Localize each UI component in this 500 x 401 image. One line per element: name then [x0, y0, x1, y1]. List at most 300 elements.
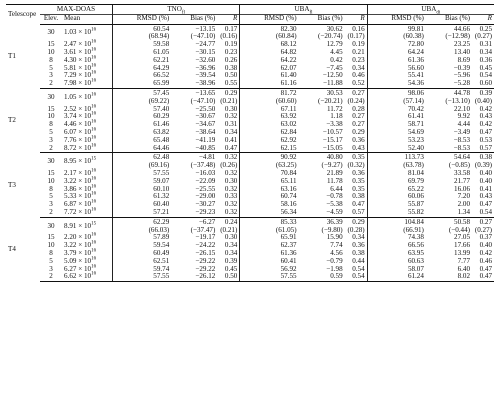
- ubafl-bias-cell: [299, 217, 345, 234]
- value: 30.62: [326, 24, 343, 33]
- mean-exponent: 16: [91, 240, 97, 246]
- value: 0.41: [479, 184, 492, 193]
- value: 64.29: [153, 63, 170, 72]
- value: 70.42: [407, 104, 424, 113]
- value: −29.23: [195, 207, 216, 216]
- table-row: [6, 217, 494, 234]
- mean-exponent: 16: [91, 184, 97, 190]
- mean-times: × 10: [76, 92, 92, 101]
- value: −15.17: [322, 135, 343, 144]
- mean-times: × 10: [76, 71, 92, 80]
- value: 63.16: [280, 184, 297, 193]
- value: 57.89: [153, 233, 170, 242]
- value: 61.36: [407, 55, 424, 64]
- value: 54.64: [454, 153, 470, 162]
- value-alt: (69.22): [148, 96, 170, 105]
- value: −16.03: [195, 168, 216, 177]
- value: 0.55: [224, 79, 238, 88]
- group-sub: di: [436, 10, 441, 16]
- ubadi-rmsd-cell: [367, 153, 426, 170]
- ubadi-r-cell: [472, 24, 494, 41]
- value: 66.56: [407, 241, 424, 250]
- value-alt: (69.16): [148, 161, 170, 170]
- value: 0.31: [479, 40, 492, 49]
- value: 59.54: [153, 241, 170, 250]
- ubadi-bias-cell: [426, 209, 472, 217]
- mean-mantissa: 2.52: [64, 104, 77, 113]
- value: 0.47: [479, 272, 492, 281]
- elevation-cell: 5: [49, 63, 53, 72]
- tno-r-cell: [217, 153, 240, 170]
- value: 0.30: [224, 233, 238, 242]
- value: 60.10: [153, 184, 170, 193]
- value: 0.54: [479, 207, 492, 216]
- ubafl-r-cell: [345, 24, 368, 41]
- tno-rmsd-cell: [113, 273, 172, 281]
- mean-mantissa: 3.61: [64, 47, 77, 56]
- value: 1.18: [330, 112, 343, 121]
- value: 0.30: [224, 176, 238, 185]
- elevation-cell: 2: [40, 80, 62, 88]
- value: 16.06: [454, 184, 470, 193]
- header-group-tno-fl: [113, 5, 240, 15]
- value: 0.34: [479, 47, 492, 56]
- tno-bias-cell: [171, 273, 217, 281]
- ubadi-r-cell: [472, 273, 494, 281]
- mean-times: × 10: [76, 200, 92, 209]
- value: −3.38: [326, 120, 343, 129]
- ubafl-r-cell: [345, 273, 368, 281]
- ubadi-bias-cell: [426, 153, 472, 170]
- value: 0.43: [479, 112, 492, 121]
- value: 85.33: [280, 217, 297, 226]
- value: 0.43: [479, 192, 492, 201]
- value: 61.24: [407, 272, 424, 281]
- mean-exponent: 16: [91, 78, 97, 84]
- value: 55.41: [407, 71, 424, 80]
- table-row: [6, 88, 494, 105]
- ubadi-rmsd-cell: [367, 273, 426, 281]
- telescope-block: [6, 217, 494, 281]
- elevation-cell: 3: [49, 200, 53, 209]
- value: 0.36: [352, 168, 365, 177]
- header-bias: Bias (%): [426, 14, 472, 24]
- value: −5.96: [453, 71, 470, 80]
- mean-cell: [62, 153, 113, 170]
- value-alt: (57.14): [403, 96, 424, 105]
- value: 56.92: [280, 264, 297, 273]
- ubafl-r-cell: [345, 145, 368, 153]
- value: −26.12: [195, 272, 216, 281]
- mean-mantissa: 3.22: [64, 241, 77, 250]
- value: −41.19: [195, 135, 216, 144]
- value: 0.34: [224, 241, 238, 250]
- elevation-cell: 2: [40, 273, 62, 281]
- value-alt: (0.39): [474, 161, 492, 170]
- tno-rmsd-cell: [113, 24, 172, 41]
- group-sub: fl: [181, 10, 185, 16]
- value: 63.82: [153, 127, 170, 136]
- value: 81.04: [407, 168, 424, 177]
- mean-mantissa: 7.76: [64, 135, 77, 144]
- mean-times: × 10: [76, 168, 92, 177]
- value: 67.11: [280, 104, 297, 113]
- ubadi-rmsd-cell: [367, 209, 426, 217]
- ubadi-r-cell: [472, 80, 494, 88]
- mean-cell: [62, 217, 113, 234]
- elevation-cell: 10: [47, 241, 55, 250]
- value: 57.55: [153, 168, 170, 177]
- value: 60.40: [153, 200, 170, 209]
- value: 13.40: [454, 47, 470, 56]
- value: 62.51: [153, 256, 170, 265]
- value: 0.31: [224, 120, 238, 129]
- mean-mantissa: 8.91: [64, 221, 77, 230]
- value: 0.26: [224, 55, 238, 64]
- value: 54.69: [407, 127, 424, 136]
- value: 0.32: [224, 200, 238, 209]
- value: 99.81: [407, 24, 424, 33]
- value: 0.34: [352, 233, 365, 242]
- mean-mantissa: 2.17: [64, 168, 77, 177]
- value: 0.54: [352, 264, 365, 273]
- value-alt: (−37.48): [190, 161, 216, 170]
- value: 7.20: [457, 192, 470, 201]
- value: 7.77: [457, 256, 470, 265]
- value: 0.29: [224, 88, 238, 97]
- mean-times: × 10: [76, 233, 92, 242]
- mean-mantissa: 1.05: [64, 92, 77, 101]
- mean-times: × 10: [76, 256, 92, 265]
- value: 62.37: [280, 241, 297, 250]
- value: 65.48: [153, 135, 170, 144]
- value: 40.80: [326, 153, 343, 162]
- elevation-cell: 3: [49, 71, 53, 80]
- value: 4.56: [330, 248, 343, 257]
- value: 57.55: [153, 272, 170, 281]
- value: 64.46: [153, 143, 170, 152]
- value: 9.92: [457, 112, 470, 121]
- value: 27.05: [454, 233, 470, 242]
- value: 1.34: [457, 207, 470, 216]
- value: −0.78: [326, 192, 343, 201]
- mean-exponent: 16: [91, 39, 97, 45]
- ubadi-bias-cell: [426, 24, 472, 41]
- value-alt: (60.84): [275, 32, 297, 41]
- value: 0.39: [479, 88, 492, 97]
- results-table-container: [6, 4, 494, 282]
- value-alt: (0.21): [220, 225, 238, 234]
- value: 62.84: [280, 127, 297, 136]
- value: 0.33: [224, 192, 238, 201]
- mean-mantissa: 2.20: [64, 233, 77, 242]
- value: −11.88: [322, 79, 343, 88]
- value: 0.32: [224, 168, 238, 177]
- mean-cell: [62, 145, 113, 153]
- value: 64.82: [280, 47, 297, 56]
- value: 70.84: [280, 168, 297, 177]
- value: 36.39: [326, 217, 343, 226]
- value: 0.50: [224, 272, 238, 281]
- mean-exponent: 16: [91, 127, 97, 133]
- value-alt: (−20.74): [317, 32, 343, 41]
- value: 62.48: [153, 153, 170, 162]
- tno-r-cell: [217, 145, 240, 153]
- value: 0.35: [352, 184, 365, 193]
- elevation-cell: 8: [49, 120, 53, 129]
- value-alt: (0.28): [347, 225, 365, 234]
- header-rmsd: RMSD (%): [367, 14, 426, 24]
- mean-times: × 10: [76, 55, 92, 64]
- value: 57.55: [280, 272, 297, 281]
- tno-bias-cell: [171, 217, 217, 234]
- value: 0.57: [352, 207, 365, 216]
- header-mean: Mean: [62, 14, 113, 24]
- value-alt: (68.94): [148, 32, 170, 41]
- value: 56.60: [407, 63, 424, 72]
- value: −7.45: [326, 63, 343, 72]
- mean-exponent: 16: [91, 71, 97, 77]
- value: 0.17: [224, 24, 238, 33]
- tno-r-cell: [217, 88, 240, 105]
- value: 65.22: [407, 184, 424, 193]
- ubafl-rmsd-cell: [240, 88, 299, 105]
- ubadi-bias-cell: [426, 273, 472, 281]
- value-alt: (63.78): [403, 161, 424, 170]
- value: −19.17: [195, 233, 216, 242]
- value: 0.53: [479, 135, 492, 144]
- value: 8.02: [457, 272, 470, 281]
- mean-exponent: 16: [91, 176, 97, 182]
- ubafl-r-cell: [345, 217, 368, 234]
- value-alt: (61.05): [275, 225, 297, 234]
- value: 0.36: [352, 135, 365, 144]
- value: 0.47: [479, 264, 492, 273]
- ubafl-bias-cell: [299, 153, 345, 170]
- ubafl-rmsd-cell: [240, 145, 299, 153]
- value: 104.84: [404, 217, 424, 226]
- ubadi-rmsd-cell: [367, 24, 426, 41]
- mean-times: × 10: [76, 272, 92, 281]
- tno-rmsd-cell: [113, 153, 172, 170]
- tno-bias-cell: [171, 153, 217, 170]
- value: −38.64: [195, 127, 216, 136]
- value: 6.44: [330, 184, 343, 193]
- value: 62.07: [280, 63, 297, 72]
- ubadi-bias-cell: [426, 217, 472, 234]
- value: 21.77: [454, 176, 470, 185]
- value: 60.29: [153, 112, 170, 121]
- value: 44.78: [454, 88, 470, 97]
- table-row: [6, 145, 494, 153]
- value: 0.30: [224, 104, 238, 113]
- mean-exponent: 16: [91, 119, 97, 125]
- value: −13.65: [195, 88, 216, 97]
- elevation-cell: 30: [47, 92, 55, 101]
- value: 15.90: [326, 233, 343, 242]
- value-alt: (0.27): [474, 225, 492, 234]
- header-elev: Elev.: [40, 14, 62, 24]
- value: 55.82: [407, 207, 424, 216]
- value: 61.40: [280, 71, 297, 80]
- value: 0.21: [352, 47, 365, 56]
- value: 53.23: [407, 135, 424, 144]
- results-table: [6, 4, 494, 282]
- header-rmsd: RMSD (%): [113, 14, 172, 24]
- mean-mantissa: 2.47: [64, 40, 77, 49]
- tno-r-cell: [217, 80, 240, 88]
- value: 30.53: [326, 88, 343, 97]
- value: 0.59: [330, 272, 343, 281]
- value: −30.67: [195, 112, 216, 121]
- value: 0.32: [224, 207, 238, 216]
- value: 72.80: [407, 40, 424, 49]
- ubafl-rmsd-cell: [240, 273, 299, 281]
- value: 58.07: [407, 264, 424, 273]
- value: 57.45: [153, 88, 170, 97]
- header-maxdoas: MAX-DOAS: [40, 5, 113, 15]
- tno-bias-cell: [171, 80, 217, 88]
- value: 0.47: [352, 200, 365, 209]
- value: 55.87: [407, 200, 424, 209]
- ubafl-r-cell: [345, 153, 368, 170]
- header-r: R: [217, 14, 240, 24]
- mean-mantissa: 5.09: [64, 256, 77, 265]
- mean-exponent: 16: [91, 168, 97, 174]
- ubadi-bias-cell: [426, 80, 472, 88]
- value: 0.29: [352, 217, 365, 226]
- value: 61.05: [153, 47, 170, 56]
- value: 61.16: [280, 79, 297, 88]
- ubadi-r-cell: [472, 209, 494, 217]
- mean-exponent: 16: [91, 135, 97, 141]
- value: 61.41: [407, 112, 424, 121]
- value: 64.22: [280, 55, 297, 64]
- elevation-cell: 15: [47, 233, 55, 242]
- value: 62.15: [280, 143, 297, 152]
- value: 59.07: [153, 176, 170, 185]
- value: 0.38: [352, 192, 365, 201]
- value: 0.42: [479, 248, 492, 257]
- value: −5.38: [326, 200, 343, 209]
- value: 0.23: [352, 55, 365, 64]
- ubafl-rmsd-cell: [240, 80, 299, 88]
- value: 0.19: [224, 40, 238, 49]
- mean-times: × 10: [76, 264, 92, 273]
- elevation-cell: 15: [47, 104, 55, 113]
- mean-mantissa: 4.46: [64, 120, 77, 129]
- mean-mantissa: 1.03: [64, 28, 77, 37]
- value-alt: (66.91): [403, 225, 424, 234]
- mean-exponent: 16: [91, 63, 97, 69]
- mean-exponent: 16: [91, 191, 97, 197]
- mean-times: × 10: [76, 192, 92, 201]
- tno-rmsd-cell: [113, 145, 172, 153]
- value: 21.89: [326, 168, 343, 177]
- mean-times: × 10: [76, 143, 92, 152]
- telescope-label: T2: [8, 116, 16, 125]
- tno-rmsd-cell: [113, 217, 172, 234]
- ubafl-bias-cell: [299, 145, 345, 153]
- header-telescope: Telescope: [6, 5, 40, 25]
- value: 2.00: [457, 200, 470, 209]
- value: 0.57: [479, 143, 492, 152]
- elevation-cell: 8: [49, 55, 53, 64]
- value: 57.21: [153, 207, 170, 216]
- elevation-cell: 2: [40, 145, 62, 153]
- ubadi-rmsd-cell: [367, 80, 426, 88]
- value-alt: (−13.10): [445, 96, 470, 105]
- ubafl-bias-cell: [299, 80, 345, 88]
- header-r: R: [472, 14, 494, 24]
- value: 13.99: [454, 248, 470, 257]
- value: −32.60: [195, 55, 216, 64]
- mean-exponent: 16: [91, 55, 97, 61]
- value: 0.52: [352, 79, 365, 88]
- ubadi-r-cell: [472, 88, 494, 105]
- mean-exponent: 16: [91, 47, 97, 53]
- tno-r-cell: [217, 24, 240, 41]
- mean-mantissa: 3.74: [64, 112, 77, 121]
- tno-bias-cell: [171, 209, 217, 217]
- mean-times: × 10: [76, 79, 92, 88]
- elevation-cell: 30: [47, 157, 55, 166]
- mean-exponent: 16: [91, 143, 97, 149]
- elevation-cell: 15: [47, 168, 55, 177]
- value: 12.79: [326, 40, 343, 49]
- value: −0.79: [326, 256, 343, 265]
- mean-exponent: 16: [91, 264, 97, 270]
- ubafl-rmsd-cell: [240, 24, 299, 41]
- value: 0.23: [224, 47, 238, 56]
- value: 62.92: [280, 135, 297, 144]
- mean-cell: [62, 24, 113, 41]
- mean-exponent: 16: [91, 256, 97, 262]
- elevation-cell: 15: [47, 40, 55, 49]
- value: 0.36: [352, 241, 365, 250]
- tno-rmsd-cell: [113, 88, 172, 105]
- value-alt: (0.32): [347, 161, 365, 170]
- value: −25.55: [195, 184, 216, 193]
- table-row: [6, 153, 494, 170]
- ubafl-r-cell: [345, 88, 368, 105]
- mean-times: × 10: [76, 176, 92, 185]
- mean-mantissa: 6.07: [64, 127, 77, 136]
- value: 52.40: [407, 143, 424, 152]
- elevation-cell: 8: [49, 184, 53, 193]
- elevation-cell: 5: [49, 256, 53, 265]
- value: 60.63: [407, 256, 424, 265]
- value: −4.59: [326, 207, 343, 216]
- value: −1.98: [326, 264, 343, 273]
- mean-times: × 10: [76, 248, 92, 257]
- value: 0.16: [352, 24, 365, 33]
- ubafl-rmsd-cell: [240, 153, 299, 170]
- value: 63.02: [280, 120, 297, 129]
- value: 61.32: [153, 192, 170, 201]
- mean-cell: [62, 209, 113, 217]
- value: 69.79: [407, 176, 424, 185]
- value: 23.25: [454, 40, 470, 49]
- value: 60.74: [280, 192, 297, 201]
- value: 0.38: [224, 63, 238, 72]
- value: 6.40: [457, 264, 470, 273]
- value: 0.47: [479, 200, 492, 209]
- value: 0.45: [224, 264, 238, 273]
- mean-mantissa: 3.22: [64, 176, 77, 185]
- mean-times: × 10: [76, 120, 92, 129]
- mean-mantissa: 6.27: [64, 264, 77, 273]
